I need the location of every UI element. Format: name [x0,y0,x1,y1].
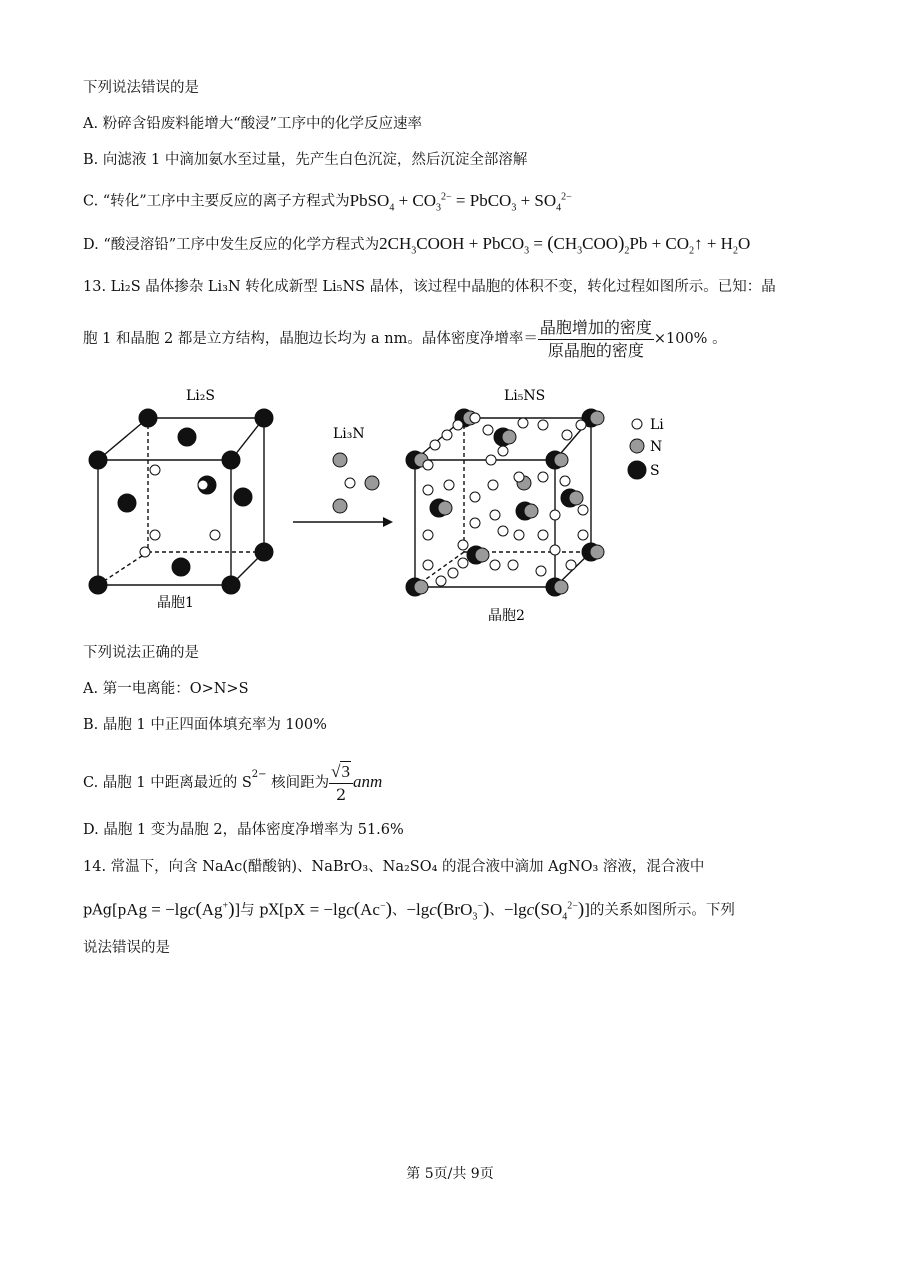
n-atom [333,499,347,513]
q14-stem-line1: 14. 常温下，向含 NaAc(醋酸钠)、NaBrO₃、Na₂SO₄ 的混合液中滴加 AgNO₃ 溶液，混合液中 [83,859,705,875]
li-atom [423,560,433,570]
legend-li-label: Li [650,417,664,433]
li-atom [490,510,500,520]
li-atom [442,430,452,440]
s-atom [234,488,252,506]
q12-option-a: A. 粉碎含铅废料能增大“酸浸”工序中的化学反应速率 [83,116,423,132]
q12-option-d [83,234,750,261]
li-atom [436,576,446,586]
li-atom [140,547,150,557]
n-atom [475,548,489,562]
q13-option-c: C. 晶胞 1 中距离最近的 $S^{2-}$ 核间距为 $\frac{√3}{2}$ anm [83,761,383,804]
li-atom [518,418,528,428]
li-atom [490,560,500,570]
q12-intro: 下列说法错误的是 [83,80,199,96]
page-footer: 第 5页/共 9页 [406,1166,494,1182]
q13-option-b: B. 晶胞 1 中正四面体填充率为 100% [83,717,327,733]
q13-option-c-text: C. 晶胞 1 中距离最近的 S [83,775,252,791]
li-atom [150,465,160,475]
li-atom [423,460,433,470]
n-atom [554,580,568,594]
li-atom [198,480,208,490]
n-atom [554,453,568,467]
s-atom [222,576,240,594]
q13-stem-text: 胞 1 和晶胞 2 都是立方结构，晶胞边长均为 a nm。晶体密度净增率＝ [83,331,538,347]
q12-option-d-equation: $2CH_3COOH$ + PbCO$_3$ = $(CH_3COO)_2Pb$ + $CO_2↑ + H_2O$ [379,233,751,257]
n-atom [502,430,516,444]
li-atom [538,420,548,430]
cell1-atoms [89,409,273,594]
legend [628,419,646,479]
n-atom [333,453,347,467]
li-atom [514,472,524,482]
li-atom [444,480,454,490]
crystal-transformation-figure [83,385,703,625]
legend-n-icon [630,439,644,453]
dopant-atoms [333,453,379,513]
s-atom [178,428,196,446]
li-atom [536,566,546,576]
density-fraction-denominator: 原晶胞的密度 [547,340,644,360]
legend-li-icon [632,419,642,429]
n-atom [414,580,428,594]
q13-stem-line1: 13. Li₂S 晶体掺杂 Li₃N 转化成新型 Li₅NS 晶体，该过程中晶胞的体积不变，转化过程如图所示。已知：晶 [83,279,776,295]
li-atom [576,420,586,430]
li-atom [578,530,588,540]
n-atom [569,491,583,505]
s-atom [255,543,273,561]
cell2-title: Li₅NS [504,388,546,404]
li-atom [210,530,220,540]
li-atom [458,540,468,550]
cell1-title: Li₂S [186,388,215,404]
q12-option-b: B. 向滤液 1 中滴加氨水至过量，先产生白色沉淀，然后沉淀全部溶解 [83,152,528,168]
q12-option-d-label: D. “酸浸溶铅”工序中发生反应的化学方程式为 [83,237,380,253]
q13-option-c-unit: anm [352,772,383,791]
n-atom [365,476,379,490]
legend-n-label: N [650,439,663,455]
li-atom [550,510,560,520]
s-atom [222,451,240,469]
q13-option-d: D. 晶胞 1 变为晶胞 2，晶体密度净增率为 51.6% [83,822,404,838]
s-atom [255,409,273,427]
s-atom [139,409,157,427]
li-atom [458,558,468,568]
li-atom [566,560,576,570]
q13-stem-line2 [83,316,727,362]
li-atom [423,485,433,495]
li-atom [423,530,433,540]
cell2-caption: 晶胞2 [488,608,525,624]
px-definition: pX = −lgc(Ac−) [284,898,392,920]
q13-option-a: A. 第一电离能：O>N>S [83,681,249,697]
li-atom [514,530,524,540]
li-atom [453,420,463,430]
dopant-label: Li₃N [333,426,365,442]
li-atom [498,446,508,456]
li-atom [550,545,560,555]
legend-s-label: S [650,463,660,479]
q14-stem-line2: pAg[pAg = −lgc(Ag+)]与 pX[pX = −lgc(Ac−)、−lgc(BrO$_3$−)、$-\lg c(SO_4^{2-})$]的关系如图所示。下列 [83,898,735,923]
li-atom [470,518,480,528]
s-atom [172,558,190,576]
li-atom [498,526,508,536]
q14-stem-suffix: ]的关系如图所示。下列 [584,902,735,919]
n-atom [438,501,452,515]
q14-stem-line3: 说法错误的是 [83,940,170,956]
q12-option-c [83,187,572,218]
n-atom [590,411,604,425]
q13-intro: 下列说法正确的是 [83,645,199,661]
q12-option-c-label: C. “转化”工序中主要反应的离子方程式为 [83,193,350,210]
li-atom [538,472,548,482]
li-atom [486,455,496,465]
q13-option-c-mid: 核间距为 [266,775,330,791]
cell1-caption: 晶胞1 [157,595,194,611]
q13-stem-suffix: ×100% 。 [653,331,727,347]
li-atom [448,568,458,578]
s-atom [89,576,107,594]
li-atom [538,530,548,540]
li-atom [562,430,572,440]
s-atom [118,494,136,512]
pag-definition: pAg = −lgc(Ag+) [117,898,235,920]
li-atom [508,560,518,570]
li-atom [488,480,498,490]
n-atom [524,504,538,518]
density-fraction-numerator: 晶胞增加的密度 [538,317,654,340]
li-atom [345,478,355,488]
li-atom [470,413,480,423]
li-atom [430,440,440,450]
li-atom [578,505,588,515]
q12-option-c-equation: PbSO$_4$ + $CO_3^{2-}$ = PbCO$_3$ + $SO_4^{2-}$ [349,190,572,214]
li-atom [470,492,480,502]
legend-s-icon [628,461,646,479]
li-atom [560,476,570,486]
sqrt3-over-2: $\frac{√3}{2}$ [329,761,353,806]
n-atom [590,545,604,559]
density-fraction [538,317,654,362]
li-atom [150,530,160,540]
s-atom [89,451,107,469]
li-atom [483,425,493,435]
